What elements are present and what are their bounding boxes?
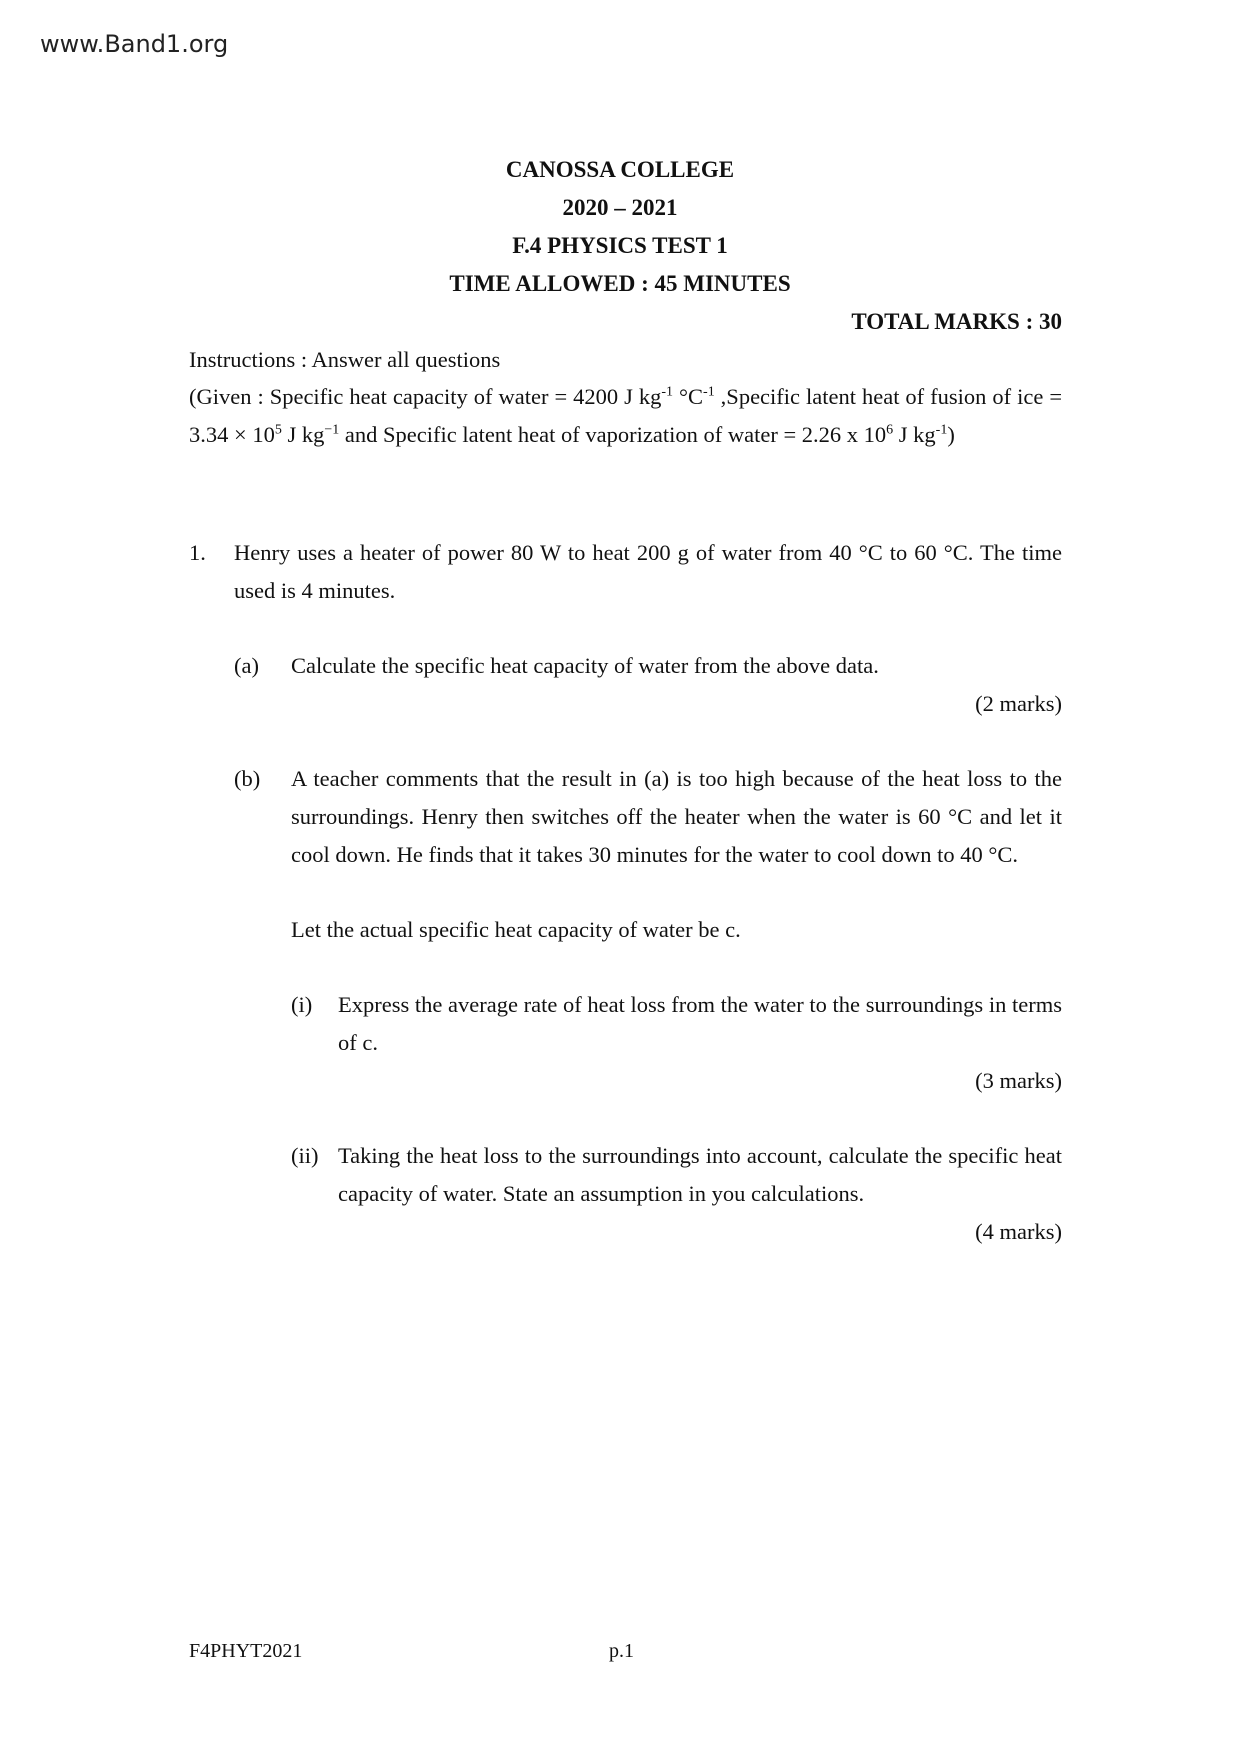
part-b-i-text: Express the average rate of heat loss from the water to the surroundings in terms of c.	[338, 992, 1062, 1055]
page-number: p.1	[609, 1640, 634, 1662]
school-year: 2020 – 2021	[562, 195, 678, 220]
total-marks: TOTAL MARKS : 30	[851, 309, 1062, 334]
part-a-text: Calculate the specific heat capacity of water from the above data.	[291, 653, 879, 678]
part-a-marks: (2 marks)	[975, 691, 1062, 716]
given-constants: (Given : Specific heat capacity of water = 4200 J $kg^{-1}$ $^\circ C^{-1}$ ,Specific latent heat of fusion of ice = $3.34 \times 10^5$ J $kg^{-1}$ and Specific latent heat of vaporization of water = 2.26 x $10^6$ J $kg^{-1}$)	[189, 384, 1063, 447]
part-b-i-marks: (3 marks)	[975, 1068, 1062, 1093]
part-b-text2: Let the actual specific heat capacity of water be c.	[291, 917, 741, 942]
footer-code: F4PHYT2021	[189, 1640, 303, 1662]
time-allowed: TIME ALLOWED : 45 MINUTES	[449, 271, 791, 296]
part-a-label: (a)	[234, 653, 259, 678]
question-number: 1.	[189, 540, 206, 565]
part-b-ii-marks: (4 marks)	[975, 1219, 1062, 1244]
part-b-i-label: (i)	[291, 992, 313, 1017]
question-text: Henry uses a heater of power 80 W to heat 200 g of water from 40 °C to 60 °C. The time used is 4 minutes.	[234, 540, 1062, 603]
instructions: Instructions : Answer all questions	[189, 347, 501, 372]
part-b-ii-text: Taking the heat loss to the surroundings into account, calculate the specific heat capacity of water. State an assumption in you calculations.	[338, 1143, 1062, 1206]
watermark: www.Band1.org	[40, 30, 229, 58]
test-title: F.4 PHYSICS TEST 1	[512, 233, 728, 258]
part-b-ii-label: (ii)	[291, 1143, 319, 1168]
part-b-label: (b)	[234, 766, 261, 791]
school-name: CANOSSA COLLEGE	[505, 157, 735, 182]
part-b-text: A teacher comments that the result in (a) is too high because of the heat loss to the surroundings. Henry then switches off the heater when the water is 60 °C and let it cool down. He finds that it takes 30 minutes for the water to cool down to 40 °C.	[291, 766, 1062, 867]
